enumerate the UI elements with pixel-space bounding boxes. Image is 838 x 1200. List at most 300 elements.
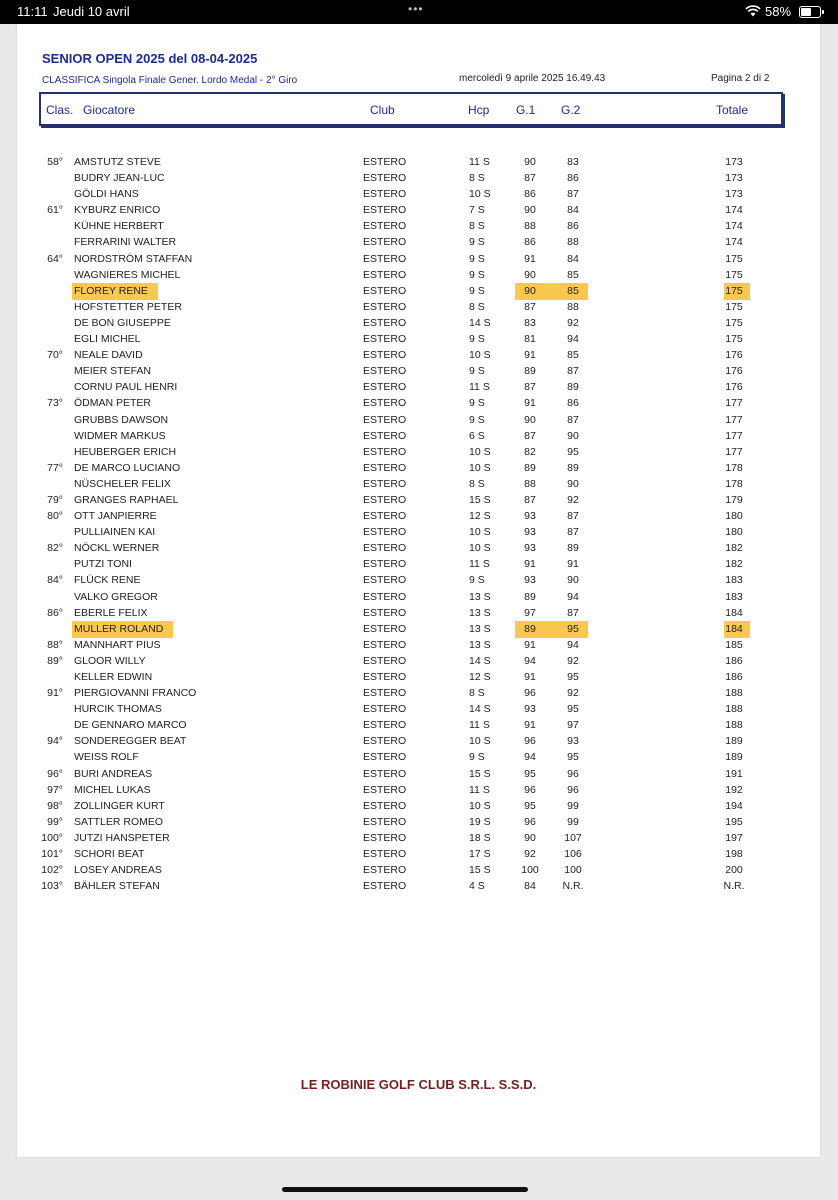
- cell-total: 175: [725, 316, 743, 329]
- cell-player: NÖCKL WERNER: [74, 542, 160, 555]
- cell-player: EBERLE FELIX: [74, 606, 148, 619]
- cell-total: 194: [725, 799, 743, 812]
- cell-player: BÄHLER STEFAN: [74, 880, 160, 893]
- cell-club: ESTERO: [363, 316, 407, 329]
- cell-round2: 88: [567, 300, 579, 313]
- table-row: [17, 218, 820, 234]
- cell-round1: 96: [524, 783, 536, 796]
- cell-position: 80°: [47, 510, 63, 523]
- cell-total: 177: [725, 413, 743, 426]
- cell-round1: 81: [524, 333, 536, 346]
- cell-round2: 85: [567, 268, 579, 281]
- cell-handicap: 7 S: [469, 204, 485, 217]
- cell-round1: 96: [524, 735, 536, 748]
- cell-round1: 93: [524, 542, 536, 555]
- cell-round2: 92: [567, 687, 579, 700]
- cell-round2: 92: [567, 493, 579, 506]
- cell-round2: 86: [567, 220, 579, 233]
- cell-total: 188: [725, 703, 743, 716]
- cell-round1: 100: [521, 864, 539, 877]
- cell-handicap: 9 S: [469, 252, 485, 265]
- cell-handicap: 10 S: [469, 526, 491, 539]
- cell-player: CORNU PAUL HENRI: [74, 381, 178, 394]
- cell-player: PULLIAINEN KAI: [74, 526, 156, 539]
- table-row: [17, 299, 820, 315]
- cell-round2: 90: [567, 429, 579, 442]
- cell-handicap: 11 S: [469, 156, 490, 168]
- cell-position: 86°: [47, 606, 63, 619]
- cell-total: 179: [725, 493, 743, 506]
- status-date: Jeudi 10 avril: [53, 4, 130, 19]
- cell-player: WEISS ROLF: [74, 751, 139, 764]
- table-row: [17, 862, 820, 878]
- cell-player: PUTZI TONI: [74, 558, 132, 571]
- cell-total: 191: [725, 767, 743, 780]
- cell-total: 175: [725, 300, 743, 313]
- cell-round1: 93: [524, 703, 536, 716]
- table-row: [17, 267, 820, 283]
- battery-icon: [799, 6, 821, 18]
- cell-round1: 83: [524, 316, 536, 329]
- cell-round1: 94: [524, 654, 536, 667]
- cell-club: ESTERO: [363, 542, 407, 555]
- cell-round1: 90: [524, 831, 536, 844]
- cell-club: ESTERO: [363, 397, 407, 410]
- cell-round1: 91: [524, 397, 536, 410]
- cell-round2: 87: [567, 188, 579, 201]
- cell-total: 185: [725, 638, 743, 651]
- cell-round1: 91: [524, 671, 536, 683]
- cell-round2: 87: [567, 510, 579, 523]
- cell-total: 197: [725, 831, 743, 844]
- cell-round2: 84: [567, 204, 579, 217]
- cell-round1: 92: [524, 848, 536, 861]
- cell-total: 183: [725, 574, 743, 587]
- cell-club: ESTERO: [363, 703, 407, 716]
- cell-total: 184: [725, 606, 743, 619]
- table-row: [17, 749, 820, 765]
- cell-player: SONDEREGGER BEAT: [74, 735, 187, 748]
- cell-club: ESTERO: [363, 477, 407, 490]
- cell-position: 98°: [47, 799, 63, 812]
- cell-total: 186: [725, 654, 743, 667]
- status-time: 11:11: [17, 4, 48, 19]
- cell-position: 64°: [47, 252, 63, 265]
- cell-player: SATTLER ROMEO: [74, 815, 164, 828]
- cell-round1: 90: [524, 284, 536, 297]
- table-row: [17, 460, 820, 476]
- cell-handicap: 14 S: [469, 654, 491, 667]
- cell-handicap: 13 S: [469, 606, 491, 619]
- cell-player: SCHORI BEAT: [74, 848, 145, 861]
- cell-club: ESTERO: [363, 300, 407, 313]
- cell-round2: 90: [567, 477, 579, 490]
- cell-round1: 88: [524, 220, 536, 233]
- document-subtitle: CLASSIFICA Singola Finale Gener. Lordo Medal - 2° Giro: [42, 75, 298, 86]
- cell-club: ESTERO: [363, 172, 407, 185]
- cell-total: 173: [725, 172, 743, 185]
- cell-position: 97°: [47, 783, 63, 796]
- cell-player: KÜHNE HERBERT: [74, 220, 164, 233]
- cell-club: ESTERO: [363, 156, 407, 168]
- table-row: [17, 363, 820, 379]
- cell-handicap: 15 S: [469, 767, 491, 780]
- cell-handicap: 15 S: [469, 493, 491, 506]
- table-row: [17, 556, 820, 572]
- cell-player: HEUBERGER ERICH: [74, 445, 177, 458]
- cell-round1: 91: [524, 558, 536, 571]
- cell-club: ESTERO: [363, 880, 407, 893]
- cell-club: ESTERO: [363, 606, 407, 619]
- cell-total: 178: [725, 477, 743, 490]
- cell-position: 77°: [47, 461, 63, 474]
- cell-handicap: 8 S: [469, 477, 485, 490]
- table-row: [17, 637, 820, 653]
- cell-round2: 90: [567, 574, 579, 587]
- cell-handicap: 15 S: [469, 864, 491, 877]
- cell-club: ESTERO: [363, 799, 407, 812]
- cell-total: 175: [725, 284, 743, 297]
- header-clas: Clas.: [46, 103, 74, 117]
- cell-club: ESTERO: [363, 831, 407, 844]
- document-page: [17, 24, 820, 1157]
- cell-handicap: 12 S: [469, 510, 491, 523]
- cell-position: 103°: [41, 880, 63, 893]
- cell-handicap: 13 S: [469, 638, 491, 651]
- cell-handicap: 9 S: [469, 574, 485, 587]
- cell-round1: 82: [524, 445, 536, 458]
- cell-round2: 107: [564, 831, 582, 844]
- cell-club: ESTERO: [363, 735, 407, 748]
- cell-round2: 91: [567, 558, 579, 571]
- cell-player: MEIER STEFAN: [74, 365, 152, 378]
- cell-player: BUDRY JEAN-LUC: [74, 172, 165, 185]
- cell-club: ESTERO: [363, 848, 407, 861]
- cell-player: LOSEY ANDREAS: [74, 864, 162, 877]
- status-bar: [0, 0, 838, 24]
- cell-total: N.R.: [723, 880, 745, 893]
- header-g2: G.2: [561, 103, 581, 117]
- cell-round2: 89: [567, 381, 579, 394]
- cell-total: 174: [725, 236, 743, 249]
- multitasking-dots-icon[interactable]: •••: [408, 2, 424, 16]
- page-number: Pagina 2 di 2: [711, 73, 770, 84]
- cell-round2: 87: [567, 413, 579, 426]
- cell-player: DE MARCO LUCIANO: [74, 461, 181, 474]
- cell-total: 186: [725, 671, 743, 683]
- cell-club: ESTERO: [363, 188, 407, 201]
- header-g1: G.1: [516, 103, 536, 117]
- cell-player: NORDSTRÖM STAFFAN: [74, 252, 193, 265]
- cell-player: ÖDMAN PETER: [74, 397, 152, 410]
- table-row: [17, 395, 820, 411]
- cell-total: 188: [725, 687, 743, 700]
- cell-club: ESTERO: [363, 236, 407, 249]
- cell-club: ESTERO: [363, 349, 407, 362]
- cell-total: 180: [725, 510, 743, 523]
- cell-club: ESTERO: [363, 510, 407, 523]
- table-row: [17, 766, 820, 782]
- table-row: [17, 701, 820, 717]
- cell-club: ESTERO: [363, 413, 407, 426]
- cell-total: 192: [725, 783, 743, 796]
- cell-handicap: 10 S: [469, 188, 491, 201]
- cell-club: ESTERO: [363, 220, 407, 233]
- cell-round2: 94: [567, 590, 579, 603]
- cell-round2: N.R.: [562, 880, 584, 893]
- cell-round2: 95: [567, 703, 579, 716]
- home-indicator[interactable]: [282, 1187, 528, 1192]
- cell-round2: 106: [564, 848, 582, 861]
- cell-handicap: 11 S: [469, 381, 490, 394]
- cell-total: 176: [725, 381, 743, 394]
- cell-total: 189: [725, 751, 743, 764]
- cell-round1: 93: [524, 510, 536, 523]
- table-row: [17, 428, 820, 444]
- cell-handicap: 10 S: [469, 542, 491, 555]
- cell-round2: 87: [567, 606, 579, 619]
- cell-handicap: 18 S: [469, 831, 491, 844]
- table-row: [17, 154, 820, 170]
- cell-handicap: 13 S: [469, 622, 491, 635]
- table-row: [17, 186, 820, 202]
- cell-total: 182: [725, 558, 743, 571]
- cell-club: ESTERO: [363, 687, 407, 700]
- table-row: [17, 331, 820, 347]
- cell-club: ESTERO: [363, 558, 407, 571]
- cell-round1: 93: [524, 574, 536, 587]
- table-row: [17, 572, 820, 588]
- cell-handicap: 8 S: [469, 687, 485, 700]
- cell-round2: 92: [567, 316, 579, 329]
- cell-round2: 96: [567, 767, 579, 780]
- table-row: [17, 202, 820, 218]
- cell-club: ESTERO: [363, 638, 407, 651]
- cell-round2: 93: [567, 735, 579, 748]
- table-row: [17, 347, 820, 363]
- cell-handicap: 4 S: [469, 880, 485, 893]
- header-club: Club: [370, 103, 395, 117]
- cell-round1: 87: [524, 300, 536, 313]
- cell-round2: 95: [567, 751, 579, 764]
- cell-total: 176: [725, 365, 743, 378]
- table-row-highlighted: [17, 283, 820, 299]
- cell-round2: 85: [567, 284, 579, 297]
- cell-player: ZOLLINGER KURT: [74, 799, 165, 812]
- table-row: [17, 782, 820, 798]
- table-row: [17, 717, 820, 733]
- cell-round2: 99: [567, 815, 579, 828]
- table-row: [17, 524, 820, 540]
- cell-round2: 85: [567, 349, 579, 362]
- table-row: [17, 733, 820, 749]
- cell-club: ESTERO: [363, 574, 407, 587]
- cell-round2: 86: [567, 172, 579, 185]
- cell-round1: 87: [524, 429, 536, 442]
- cell-handicap: 12 S: [469, 671, 491, 683]
- cell-round2: 87: [567, 365, 579, 378]
- table-row: [17, 830, 820, 846]
- table-row: [17, 234, 820, 250]
- cell-club: ESTERO: [363, 751, 407, 764]
- cell-handicap: 6 S: [469, 429, 485, 442]
- cell-handicap: 9 S: [469, 413, 485, 426]
- cell-club: ESTERO: [363, 526, 407, 539]
- cell-round2: 96: [567, 783, 579, 796]
- cell-player: AMSTUTZ STEVE: [74, 156, 161, 168]
- cell-handicap: 9 S: [469, 751, 485, 764]
- cell-total: 184: [725, 622, 743, 635]
- cell-position: 61°: [47, 204, 63, 217]
- cell-round1: 87: [524, 172, 536, 185]
- cell-club: ESTERO: [363, 590, 407, 603]
- print-date: mercoledì 9 aprile 2025 16.49.43: [459, 73, 606, 84]
- cell-handicap: 9 S: [469, 333, 485, 346]
- cell-player: GRANGES RAPHAEL: [74, 493, 179, 506]
- cell-total: 175: [725, 268, 743, 281]
- cell-round1: 88: [524, 477, 536, 490]
- table-row: [17, 798, 820, 814]
- cell-total: 198: [725, 848, 743, 861]
- cell-club: ESTERO: [363, 252, 407, 265]
- cell-round2: 94: [567, 638, 579, 651]
- cell-total: 182: [725, 542, 743, 555]
- table-row: [17, 492, 820, 508]
- cell-player: WIDMER MARKUS: [74, 429, 166, 442]
- cell-club: ESTERO: [363, 815, 407, 828]
- cell-total: 174: [725, 204, 743, 217]
- cell-handicap: 10 S: [469, 349, 491, 362]
- cell-handicap: 9 S: [469, 365, 485, 378]
- table-row-highlighted: [17, 621, 820, 637]
- table-row: [17, 315, 820, 331]
- cell-player: FLOREY RENE: [74, 284, 148, 297]
- cell-position: 84°: [47, 574, 63, 587]
- cell-round1: 91: [524, 349, 536, 362]
- cell-total: 177: [725, 397, 743, 410]
- cell-total: 173: [725, 156, 743, 168]
- table-row: [17, 379, 820, 395]
- cell-round1: 91: [524, 719, 536, 732]
- cell-position: 99°: [47, 815, 63, 828]
- cell-total: 180: [725, 526, 743, 539]
- table-row: [17, 444, 820, 460]
- cell-total: 175: [725, 333, 743, 346]
- table-row: [17, 170, 820, 186]
- cell-round2: 88: [567, 236, 579, 249]
- cell-round2: 95: [567, 622, 579, 635]
- cell-player: DE BON GIUSEPPE: [74, 316, 171, 329]
- cell-round2: 95: [567, 671, 579, 683]
- cell-position: 79°: [47, 493, 63, 506]
- cell-round1: 84: [524, 880, 536, 893]
- cell-position: 89°: [47, 654, 63, 667]
- table-row: [17, 251, 820, 267]
- cell-round2: 92: [567, 654, 579, 667]
- cell-club: ESTERO: [363, 445, 407, 458]
- battery-percent: 58%: [765, 4, 792, 19]
- cell-player: GLOOR WILLY: [74, 654, 146, 667]
- cell-player: HURCIK THOMAS: [74, 703, 162, 716]
- table-row: [17, 476, 820, 492]
- cell-player: NÜSCHELER FELIX: [74, 477, 171, 490]
- cell-club: ESTERO: [363, 365, 407, 378]
- cell-handicap: 13 S: [469, 590, 491, 603]
- cell-position: 82°: [47, 542, 63, 555]
- cell-round1: 97: [524, 606, 536, 619]
- cell-club: ESTERO: [363, 333, 407, 346]
- cell-total: 195: [725, 815, 743, 828]
- cell-round1: 91: [524, 252, 536, 265]
- table-header: [39, 92, 783, 126]
- cell-handicap: 14 S: [469, 316, 491, 329]
- header-giocatore: Giocatore: [83, 103, 136, 117]
- cell-position: 70°: [47, 349, 63, 362]
- document-title: SENIOR OPEN 2025 del 08-04-2025: [42, 51, 258, 66]
- cell-player: PIERGIOVANNI FRANCO: [74, 687, 197, 700]
- cell-handicap: 17 S: [469, 848, 491, 861]
- header-hcp: Hcp: [468, 103, 490, 117]
- cell-round1: 87: [524, 493, 536, 506]
- cell-player: FERRARINI WALTER: [74, 236, 177, 249]
- cell-round2: 95: [567, 445, 579, 458]
- cell-position: 91°: [47, 687, 63, 700]
- cell-round1: 89: [524, 461, 536, 474]
- cell-club: ESTERO: [363, 381, 407, 394]
- cell-total: 175: [725, 252, 743, 265]
- cell-round1: 96: [524, 815, 536, 828]
- cell-club: ESTERO: [363, 493, 407, 506]
- cell-club: ESTERO: [363, 284, 407, 297]
- cell-position: 96°: [47, 767, 63, 780]
- cell-player: KYBURZ ENRICO: [74, 204, 161, 217]
- cell-position: 58°: [47, 156, 63, 168]
- cell-round2: 86: [567, 397, 579, 410]
- cell-club: ESTERO: [363, 654, 407, 667]
- cell-club: ESTERO: [363, 783, 407, 796]
- table-row: [17, 653, 820, 669]
- cell-round1: 95: [524, 799, 536, 812]
- cell-round2: 97: [567, 719, 579, 732]
- cell-round1: 90: [524, 156, 536, 168]
- cell-position: 73°: [47, 397, 63, 410]
- cell-round1: 95: [524, 767, 536, 780]
- cell-total: 183: [725, 590, 743, 603]
- cell-round1: 86: [524, 236, 536, 249]
- cell-player: VALKO GREGOR: [74, 590, 158, 603]
- header-totale: Totale: [716, 103, 749, 117]
- cell-position: 100°: [41, 831, 63, 844]
- cell-player: DE GENNARO MARCO: [74, 719, 187, 732]
- cell-total: 174: [725, 220, 743, 233]
- cell-club: ESTERO: [363, 719, 407, 732]
- cell-player: FLÜCK RENE: [74, 574, 141, 587]
- cell-round1: 96: [524, 687, 536, 700]
- cell-round2: 99: [567, 799, 579, 812]
- cell-handicap: 19 S: [469, 815, 491, 828]
- cell-player: MICHEL LUKAS: [74, 783, 151, 796]
- cell-player: JUTZI HANSPETER: [74, 831, 170, 844]
- cell-player: KELLER EDWIN: [74, 671, 153, 683]
- cell-round2: 94: [567, 333, 579, 346]
- cell-round1: 89: [524, 622, 536, 635]
- cell-position: 102°: [41, 864, 63, 877]
- cell-player: GRUBBS DAWSON: [74, 413, 169, 426]
- table-row: [17, 685, 820, 701]
- cell-total: 177: [725, 445, 743, 458]
- cell-handicap: 8 S: [469, 172, 485, 185]
- table-row: [17, 605, 820, 621]
